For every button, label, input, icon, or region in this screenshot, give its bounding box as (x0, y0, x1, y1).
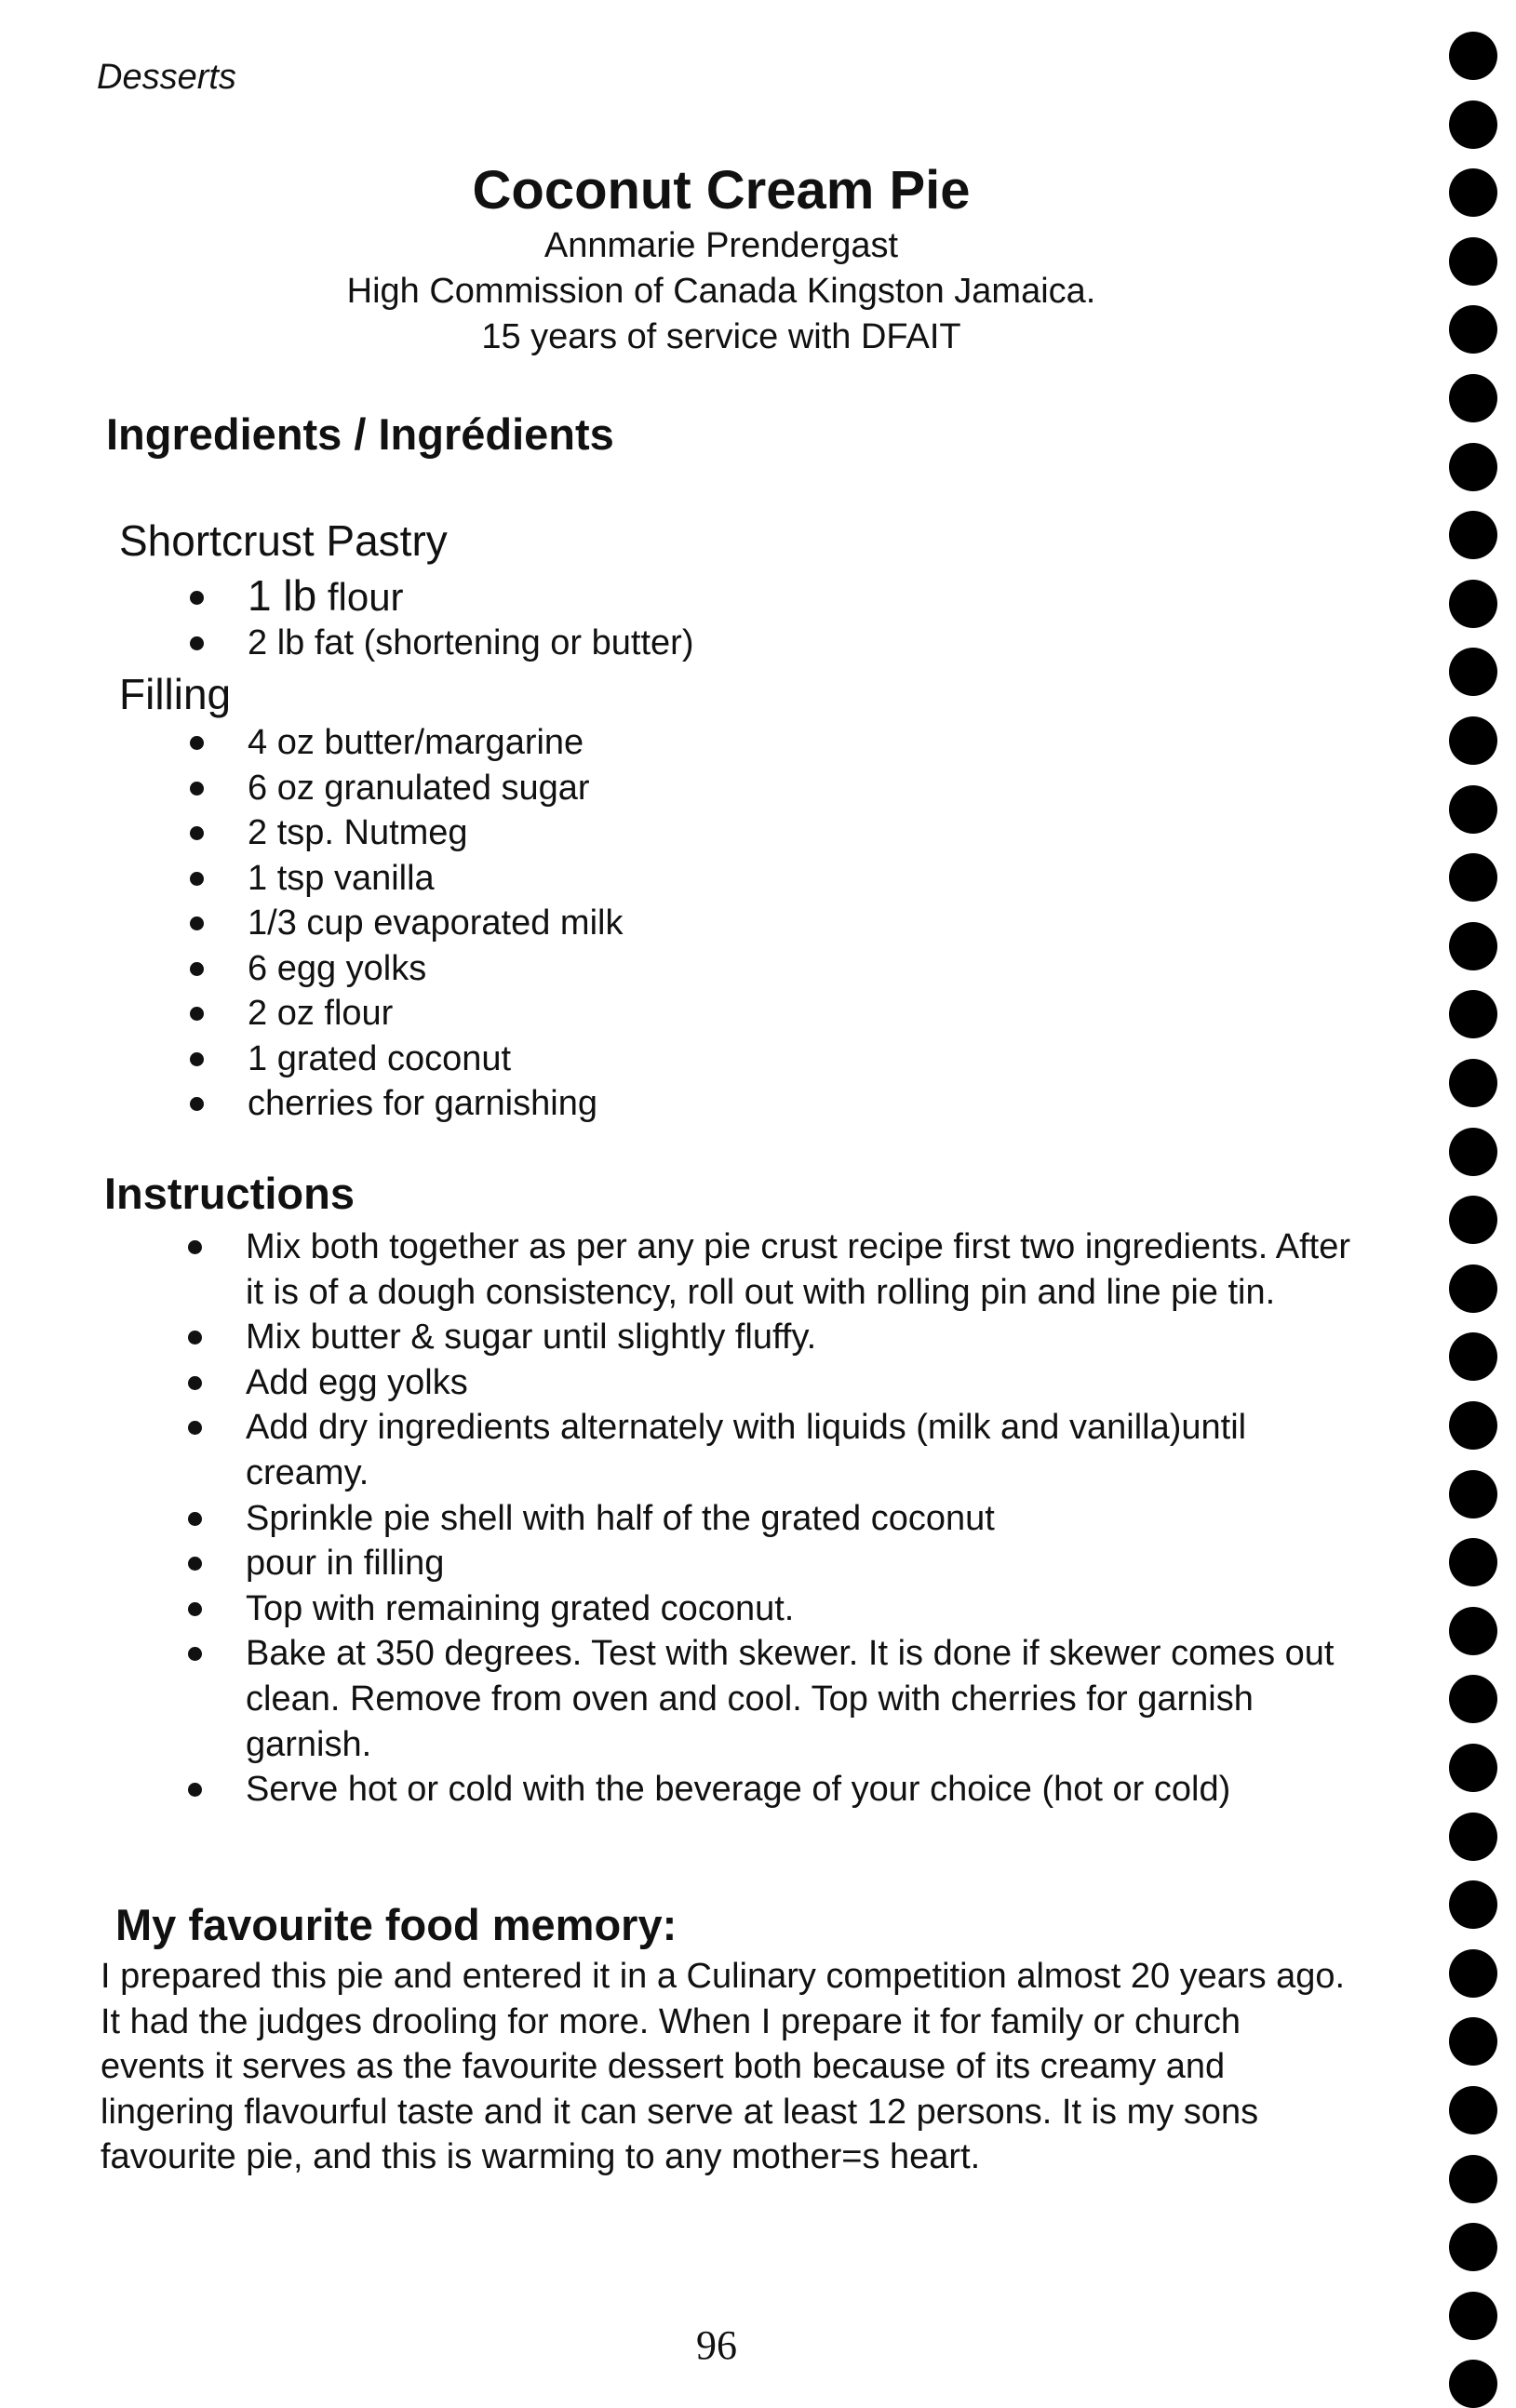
bullet-icon (190, 872, 204, 886)
binding-hole (1449, 580, 1497, 628)
binding-hole (1449, 511, 1497, 559)
filling-item-text: cherries for garnishing (248, 1084, 597, 1123)
filling-list (190, 720, 1307, 1127)
binding-hole (1449, 2223, 1497, 2271)
section-label: Desserts (97, 58, 236, 97)
title-block (140, 158, 1303, 360)
list-item (188, 1360, 1351, 1406)
page-number: 96 (696, 2322, 737, 2368)
filling-heading: Filling (119, 670, 232, 718)
instruction-text: Sprinkle pie shell with half of the grated coconut (246, 1498, 995, 1538)
bullet-icon (190, 826, 204, 840)
spiral-binding-holes (1442, 0, 1516, 2380)
list-item (190, 901, 1307, 946)
list-item (190, 1081, 1307, 1127)
binding-hole (1449, 716, 1497, 765)
binding-hole (1449, 1949, 1497, 1998)
bullet-icon (190, 782, 204, 796)
binding-hole (1449, 2292, 1497, 2340)
instruction-text: Add egg yolks (246, 1362, 468, 1402)
filling-item-text: 1 tsp vanilla (248, 858, 435, 898)
list-item (188, 1541, 1351, 1586)
filling-item-text: 6 oz granulated sugar (248, 768, 590, 808)
bullet-icon (190, 1052, 204, 1066)
bullet-icon (190, 636, 204, 650)
filling-item-text: 6 egg yolks (248, 948, 427, 988)
filling-item-text: 1/3 cup evaporated milk (248, 903, 624, 943)
list-item (188, 1496, 1351, 1542)
instruction-text: Add dry ingredients alternately with liquids (milk and vanilla)until creamy. (246, 1408, 1247, 1492)
bullet-icon (190, 1097, 204, 1111)
binding-hole (1449, 1128, 1497, 1176)
binding-hole (1449, 100, 1497, 149)
binding-hole (1449, 922, 1497, 970)
filling-item-text: 2 oz flour (248, 994, 394, 1033)
bullet-icon (190, 1007, 204, 1021)
binding-hole (1449, 168, 1497, 217)
bullet-icon (188, 1421, 202, 1435)
list-item (188, 1405, 1351, 1495)
instruction-text: Mix butter & sugar until slightly fluffy. (246, 1318, 817, 1358)
filling-item-text: 1 grated coconut (248, 1038, 512, 1078)
instruction-text: Serve hot or cold with the beverage of your choice (hot or cold) (246, 1770, 1231, 1810)
list-item (188, 1315, 1351, 1360)
binding-hole (1449, 1401, 1497, 1450)
binding-hole (1449, 1059, 1497, 1107)
filling-item-text: 2 tsp. Nutmeg (248, 813, 468, 852)
bullet-icon (188, 1331, 202, 1344)
binding-hole (1449, 1264, 1497, 1313)
ingredients-heading: Ingredients / Ingrédients (106, 409, 614, 459)
pastry-heading: Shortcrust Pastry (119, 516, 448, 565)
instructions-heading: Instructions (104, 1169, 355, 1218)
binding-hole (1449, 305, 1497, 354)
list-item (188, 1767, 1351, 1813)
bullet-icon (188, 1512, 202, 1526)
bullet-icon (188, 1240, 202, 1254)
binding-hole (1449, 2086, 1497, 2134)
binding-hole (1449, 853, 1497, 902)
list-item (190, 621, 1307, 666)
memory-paragraph: I prepared this pie and entered it in a Culinary competition almost 20 years ago. It had the judges drooling for more. When I prepare it for family or church events it serves as the favourite dessert both because of its creamy and lingering flavourful taste and it can serve at least 12 persons. It is my sons favourite pie, and this is warming to any mother=s heart. (101, 1957, 1346, 2176)
bullet-icon (190, 962, 204, 976)
list-item (190, 720, 1307, 766)
memory-heading: My favourite food memory: (115, 1900, 678, 1949)
binding-hole (1449, 1538, 1497, 1586)
binding-hole (1449, 785, 1497, 834)
binding-hole (1449, 648, 1497, 696)
bullet-icon (190, 736, 204, 750)
binding-hole (1449, 2155, 1497, 2203)
pastry-item-text: 2 lb fat (shortening or butter) (248, 622, 694, 662)
list-item (188, 1586, 1351, 1632)
bullet-icon (188, 1783, 202, 1797)
bullet-icon (190, 591, 204, 605)
bullet-icon (188, 1647, 202, 1661)
instruction-text: Top with remaining grated coconut. (246, 1588, 795, 1628)
instructions-list (188, 1224, 1351, 1813)
binding-hole (1449, 237, 1497, 286)
list-item (190, 766, 1307, 811)
binding-hole (1449, 1470, 1497, 1518)
pastry-amount: 1 lb (248, 571, 317, 620)
binding-hole (1449, 2360, 1497, 2408)
binding-hole (1449, 1813, 1497, 1861)
list-item (188, 1631, 1351, 1767)
list-item (190, 1037, 1307, 1082)
recipe-organization: High Commission of Canada Kingston Jamaica. (346, 272, 1096, 311)
list-item (188, 1224, 1351, 1315)
binding-hole (1449, 1744, 1497, 1792)
instruction-text: pour in filling (246, 1544, 445, 1584)
binding-hole (1449, 1675, 1497, 1723)
binding-hole (1449, 1332, 1497, 1381)
binding-hole (1449, 374, 1497, 422)
bullet-icon (190, 916, 204, 930)
filling-item-text: 4 oz butter/margarine (248, 723, 584, 762)
list-item (190, 573, 1307, 621)
list-item (190, 991, 1307, 1037)
pastry-list (190, 573, 1307, 665)
binding-hole (1449, 32, 1497, 80)
instruction-text: Mix both together as per any pie crust recipe first two ingredients. After it is of a dough consistency, roll out with rolling pin and line pie tin. (246, 1227, 1351, 1312)
binding-hole (1449, 1196, 1497, 1244)
list-item (190, 856, 1307, 902)
recipe-service: 15 years of service with DFAIT (481, 317, 961, 356)
instruction-text: Bake at 350 degrees. Test with skewer. It is done if skewer comes out clean. Remove from oven and cool. Top with cherries for garnish garnish. (246, 1634, 1335, 1764)
binding-hole (1449, 990, 1497, 1038)
bullet-icon (188, 1602, 202, 1616)
recipe-title: Coconut Cream Pie (472, 160, 971, 221)
list-item (190, 810, 1307, 856)
binding-hole (1449, 443, 1497, 491)
binding-hole (1449, 2017, 1497, 2066)
list-item (190, 946, 1307, 992)
recipe-author: Annmarie Prendergast (543, 226, 899, 265)
bullet-icon (188, 1376, 202, 1390)
bullet-icon (188, 1557, 202, 1571)
pastry-item-text: flour (316, 575, 404, 619)
binding-hole (1449, 1607, 1497, 1655)
binding-hole (1449, 1880, 1497, 1929)
